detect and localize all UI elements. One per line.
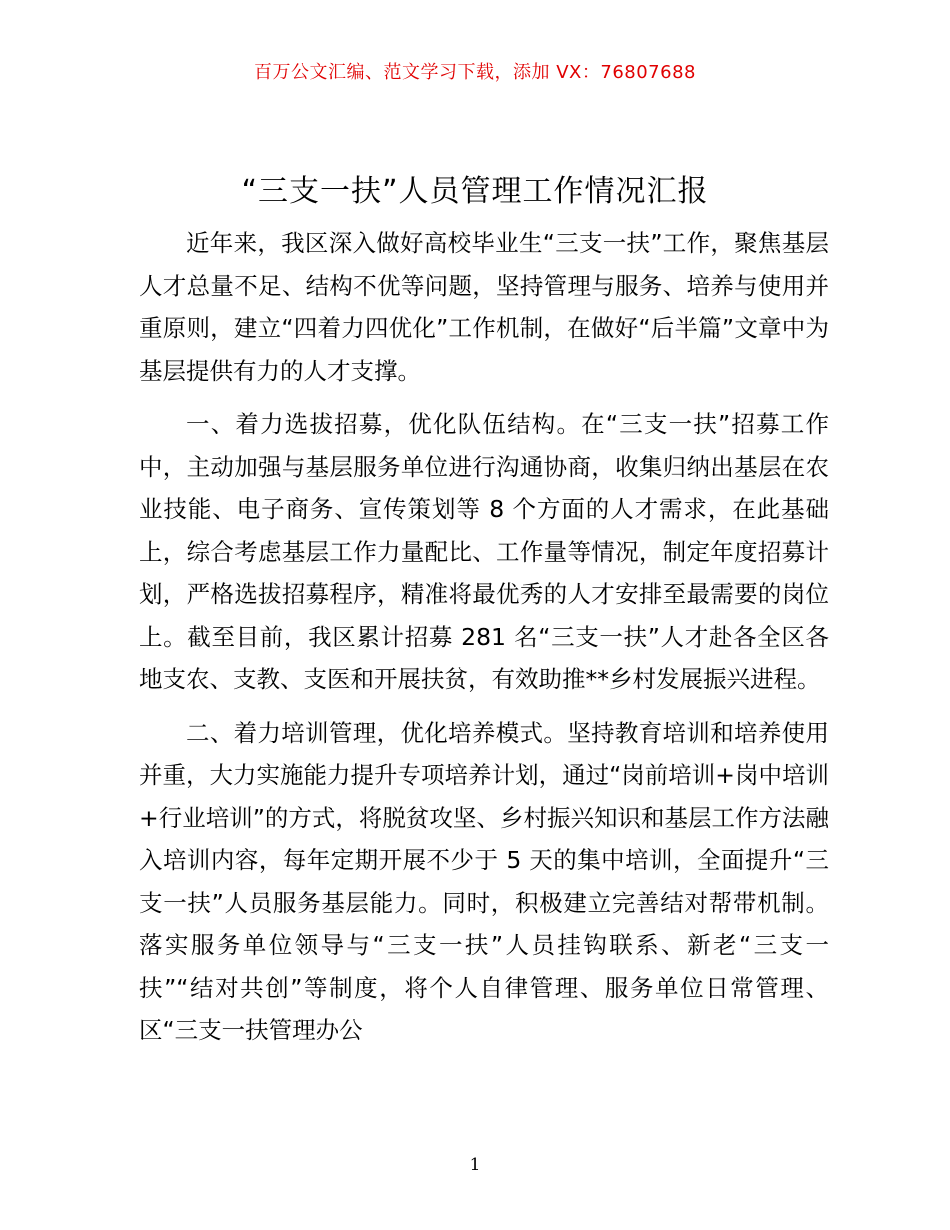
paragraph-section-1: 一、着力选拔招募，优化队伍结构。在“三支一扶”招募工作中，主动加强与基层服务单位进行沟通协商，收集归纳出基层在农业技能、电子商务、宣传策划等 8 个方面的人才需求，在此基础上，综合考虑基层工作力量配比、工作量等情况，制定年度招募计划，严格选拔招募程序，精准将最优秀的人才安排至最需要的岗位上。截至目前，我区累计招募 281 名“三支一扶”人才赴各全区各地支农、支教、支医和开展扶贫，有效助推**乡村发展振兴进程。: [139, 410, 829, 693]
document-body: [139, 222, 829, 1063]
paragraph-intro: 近年来，我区深入做好高校毕业生“三支一扶”工作，聚焦基层人才总量不足、结构不优等问题，坚持管理与服务、培养与使用并重原则，建立“四着力四优化”工作机制，在做好“后半篇”文章中为基层提供有力的人才支撑。: [139, 229, 829, 385]
document-title: “三支一扶”人员管理工作情况汇报: [241, 174, 709, 209]
page-number: 1: [469, 1155, 481, 1175]
paragraph-section-2: 二、着力培训管理，优化培养模式。坚持教育培训和培养使用并重，大力实施能力提升专项培养计划，通过“岗前培训+岗中培训+行业培训”的方式，将脱贫攻坚、乡村振兴知识和基层工作方法融入培训内容，每年定期开展不少于 5 天的集中培训，全面提升“三支一扶”人员服务基层能力。同时，积极建立完善结对帮带机制。落实服务单位领导与“三支一扶”人员挂钩联系、新老“三支一扶”“结对共创”等制度，将个人自律管理、服务单位日常管理、区“三支一扶管理办公: [139, 718, 829, 1044]
header-watermark-note: 百万公文汇编、范文学习下载，添加 VX：76807688: [254, 62, 696, 83]
